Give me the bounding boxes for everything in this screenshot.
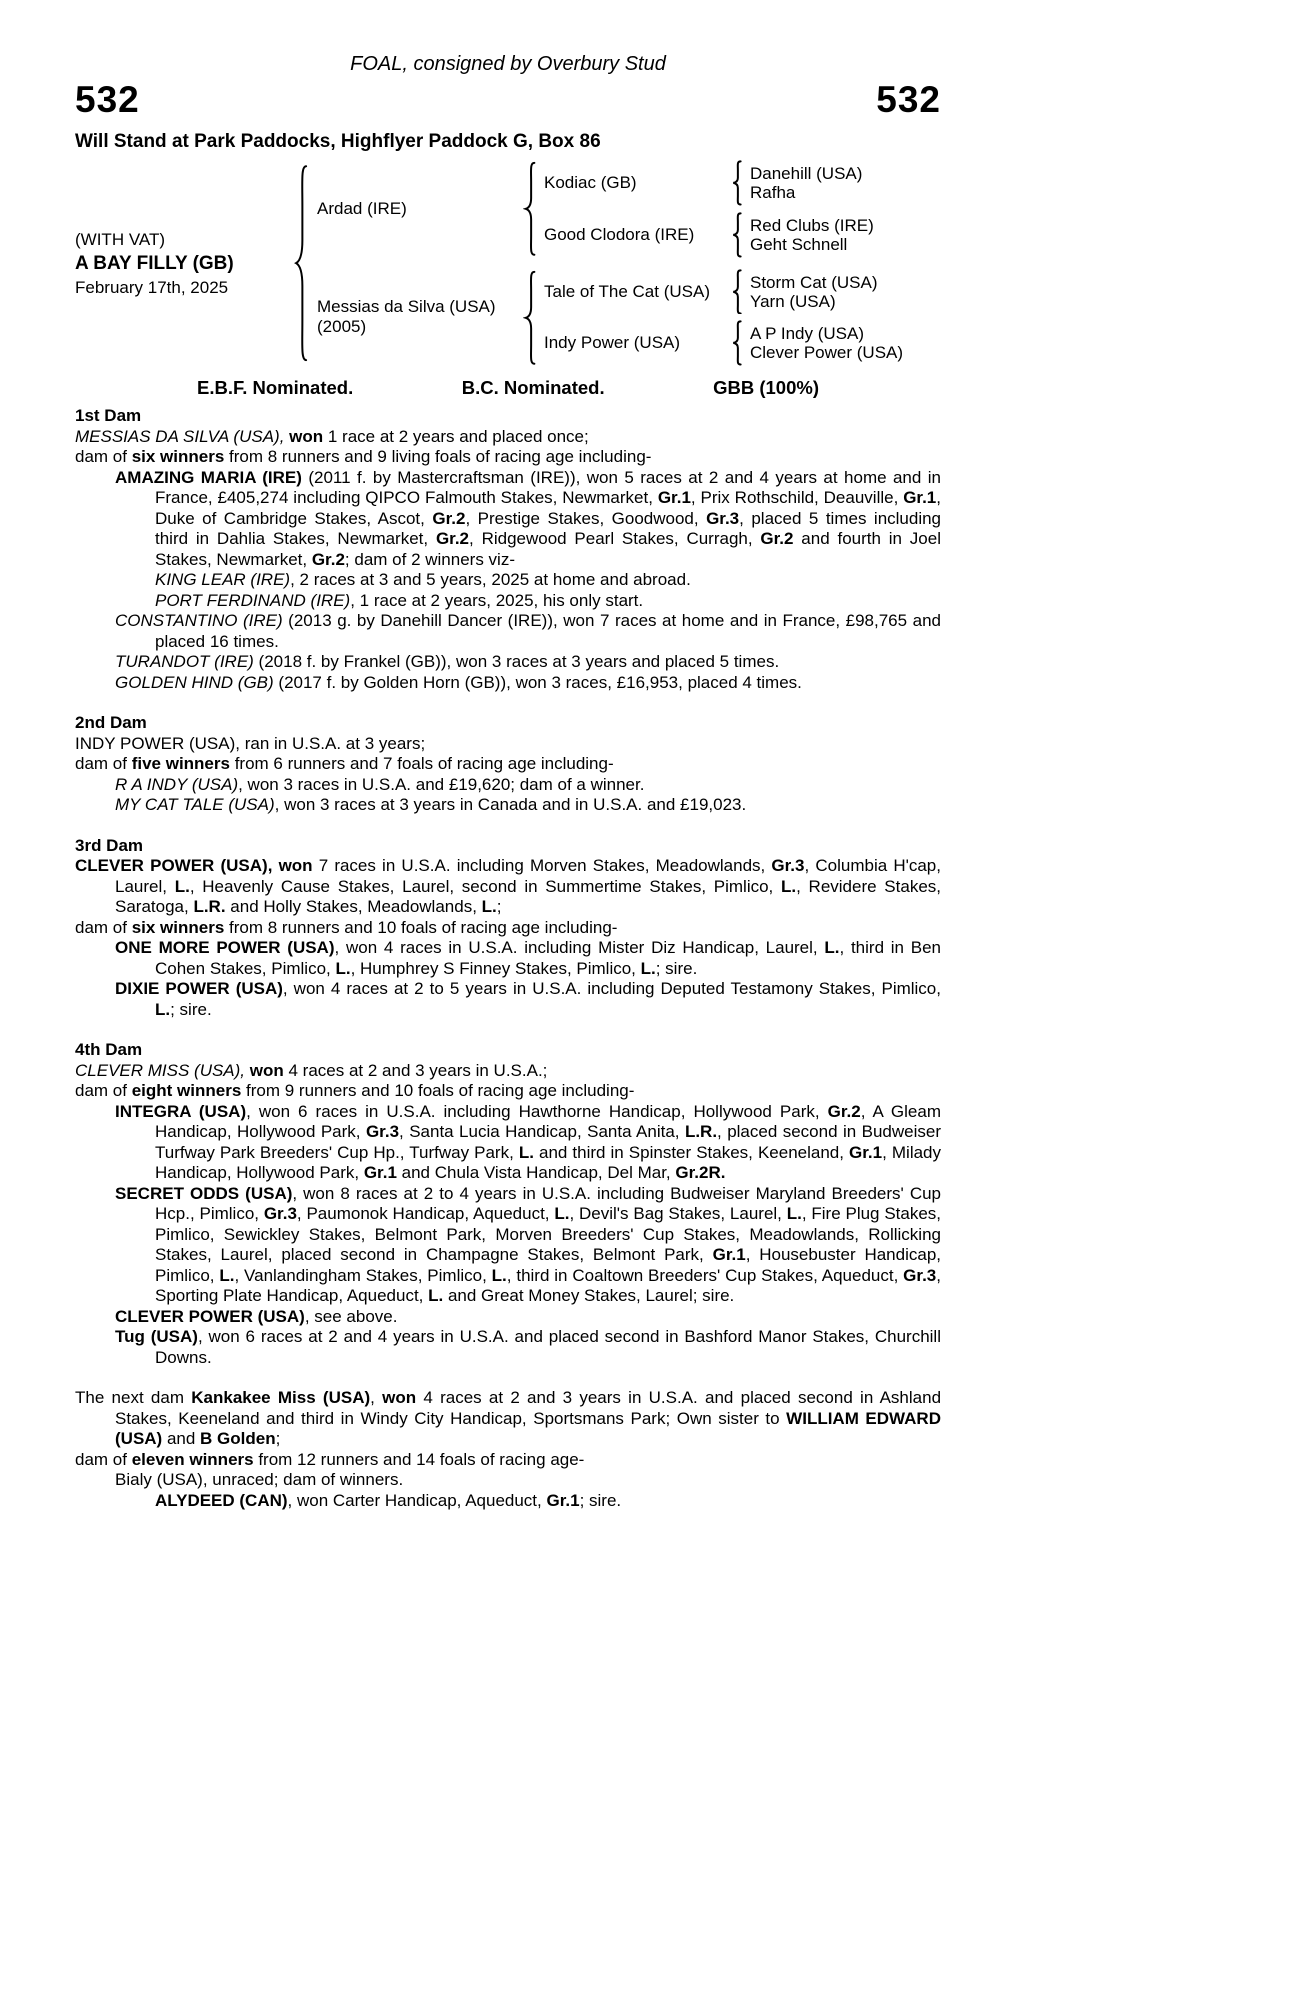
- text-run: from 8 runners and 10 foals of racing age including-: [224, 917, 618, 937]
- text-run: , Fire Plug Stakes, Pimlico, Sewickley Stakes, Belmont Park, Morven Breeders' Cup Stakes, Meadowlands, Rollicking Stakes, Laurel, placed second in Champagne Stakes, Belmont Park,: [155, 1204, 942, 1265]
- paragraph: [115, 652, 941, 673]
- text-run: Gr.2: [435, 529, 470, 549]
- great-grandparents: [742, 273, 941, 311]
- text-run: Kankakee Miss (USA): [191, 1388, 371, 1408]
- section-heading: 2nd Dam: [75, 713, 147, 733]
- section-heading: 4th Dam: [75, 1040, 143, 1060]
- paragraph: [75, 1081, 941, 1102]
- dam-sections: [75, 406, 941, 1511]
- text-run: WILLIAM EDWARD (USA): [115, 1408, 941, 1449]
- text-run: (2011 f. by Mastercraftsman (IRE)), won 5 races at 2 and 4 years at home and in France, £405,274 including QIPCO Falmouth Stakes, Newmarket,: [155, 467, 942, 508]
- paragraph: [75, 1060, 941, 1082]
- text-run: L.: [428, 1286, 444, 1306]
- paragraph: [115, 795, 941, 816]
- great-grandparent-name: Clever Power (USA): [750, 343, 904, 363]
- paragraph: [75, 426, 941, 448]
- text-run: Gr.1: [903, 488, 937, 508]
- lot-number-left: 532: [75, 79, 140, 120]
- text-run: MY CAT TALE (USA): [115, 795, 275, 815]
- great-grandparent-name: Geht Schnell: [750, 234, 848, 254]
- text-run: and third in Spinster Stakes, Keeneland,: [533, 1142, 850, 1162]
- ebf-nomination: E.B.F. Nominated.: [197, 377, 354, 399]
- text-run: MESSIAS DA SILVA (USA),: [75, 426, 290, 446]
- text-run: L.: [781, 876, 797, 896]
- text-run: L.: [481, 897, 497, 917]
- text-run: TURANDOT (IRE): [115, 652, 254, 672]
- text-run: CLEVER MISS (USA),: [75, 1060, 250, 1080]
- text-run: dam of: [75, 1081, 132, 1101]
- text-run: , third in Coaltown Breeders' Cup Stakes, Aqueduct,: [506, 1265, 904, 1285]
- dam-name: Messias da Silva (USA): [317, 297, 496, 317]
- text-run: , Ridgewood Pearl Stakes, Curragh,: [469, 529, 761, 549]
- text-run: , Revidere Stakes, Saratoga,: [115, 876, 941, 917]
- text-run: L.: [174, 876, 190, 896]
- text-run: L.: [824, 938, 840, 958]
- brace-icon: [523, 269, 536, 367]
- dam-branch: [308, 268, 941, 368]
- text-run: , won 3 races at 3 years in Canada and in U.S.A. and £19,023.: [274, 795, 747, 815]
- text-run: 4 races at 2 and 3 years in U.S.A.;: [283, 1060, 548, 1080]
- grandparent-name: Kodiac (GB): [544, 172, 637, 192]
- text-run: GOLDEN HIND (GB): [115, 672, 274, 692]
- text-run: L.R.: [193, 897, 226, 917]
- great-grandparent-name: Storm Cat (USA): [750, 272, 878, 292]
- text-run: , third in Ben Cohen Stakes, Pimlico,: [155, 938, 941, 978]
- text-run: , placed second in Budweiser Turfway Park Breeders' Cup Hp., Turfway Park,: [155, 1122, 942, 1162]
- consignment-title: FOAL, consigned by Overbury Stud: [350, 53, 666, 75]
- brace-icon: [731, 269, 742, 315]
- text-run: ; sire.: [579, 1490, 622, 1510]
- text-run: L.: [155, 999, 171, 1019]
- text-run: , placed 5 times including third in Dahlia Stakes, Newmarket,: [155, 508, 942, 549]
- text-run: , Humphrey S Finney Stakes, Pimlico,: [350, 958, 641, 978]
- gbb-badge: GBB (100%): [713, 377, 819, 399]
- lot-number-right: 532: [876, 79, 941, 120]
- text-run: , Duke of Cambridge Stakes, Ascot,: [155, 488, 942, 528]
- text-run: 1 race at 2 years and placed once;: [323, 426, 589, 446]
- text-run: won: [249, 1060, 284, 1080]
- text-run: from 9 runners and 10 foals of racing age including-: [241, 1081, 635, 1101]
- sire-parents: [536, 159, 941, 259]
- text-run: Gr.3: [706, 508, 740, 528]
- grandsire-branch: [536, 268, 941, 316]
- text-run: CLEVER POWER (USA): [115, 1306, 305, 1326]
- text-run: (2013 g. by Danehill Dancer (IRE)), won 7 races at home and in France, £98,765 and placed 16 times.: [155, 611, 941, 651]
- grandparent-name: Good Clodora (IRE): [544, 224, 695, 244]
- text-run: CONSTANTINO (IRE): [115, 611, 283, 631]
- great-grandparents: [742, 324, 941, 362]
- section-heading: 1st Dam: [75, 406, 142, 426]
- text-run: The next dam: [75, 1388, 192, 1408]
- pedigree-subject: [75, 229, 293, 298]
- paragraph: [115, 467, 942, 571]
- text-run: Gr.3: [263, 1204, 297, 1224]
- lot-number-row: [75, 79, 941, 120]
- paragraph: [115, 1306, 941, 1328]
- text-run: dam of: [75, 917, 132, 937]
- paragraph: [75, 917, 941, 939]
- text-run: dam of: [75, 754, 132, 774]
- paragraph: [115, 1470, 941, 1491]
- paragraph: [75, 856, 941, 918]
- text-run: , won 3 races in U.S.A. and £19,620; dam of a winner.: [238, 774, 645, 794]
- great-grandparent-name: Rafha: [750, 182, 796, 202]
- text-run: CLEVER POWER (USA), won: [75, 856, 313, 876]
- text-run: ; sire.: [170, 999, 212, 1019]
- text-run: ;: [275, 1429, 281, 1449]
- generation-1: [308, 159, 941, 367]
- dam-section: [75, 406, 941, 693]
- catalogue-page: [75, 52, 941, 1511]
- text-run: L.: [640, 958, 656, 978]
- text-run: , see above.: [304, 1306, 398, 1326]
- pedigree-tree: [75, 159, 941, 367]
- text-run: (2017 f. by Golden Horn (GB)), won 3 races, £16,953, placed 4 times.: [273, 672, 802, 692]
- section-heading: 3rd Dam: [75, 835, 144, 855]
- paragraph: [115, 1327, 941, 1368]
- text-run: , A Gleam Handicap, Hollywood Park,: [155, 1101, 942, 1142]
- text-run: , Housebuster Handicap, Pimlico,: [155, 1245, 941, 1285]
- paragraph: [75, 447, 941, 468]
- text-run: from 8 runners and 9 living foals of racing age including-: [224, 447, 652, 467]
- grandsire-branch: [536, 159, 941, 207]
- bc-nomination: B.C. Nominated.: [461, 377, 605, 399]
- text-run: , 1 race at 2 years, 2025, his only start.: [350, 590, 644, 610]
- text-run: and Great Money Stakes, Laurel; sire.: [443, 1286, 735, 1306]
- paragraph: [115, 1101, 942, 1184]
- great-grandparents: [742, 216, 941, 254]
- paragraph: [115, 979, 941, 1020]
- text-run: L.: [335, 958, 351, 978]
- text-run: SECRET ODDS (USA): [115, 1183, 293, 1203]
- granddam-branch: [536, 319, 941, 367]
- text-run: and: [162, 1429, 201, 1449]
- text-run: ,: [370, 1388, 383, 1408]
- text-run: and Chula Vista Handicap, Del Mar,: [396, 1163, 676, 1183]
- text-run: R A INDY (USA): [115, 774, 239, 794]
- text-run: Gr.2: [760, 529, 794, 549]
- brace-icon: [731, 212, 742, 258]
- text-run: KING LEAR (IRE): [155, 570, 291, 590]
- paragraph: [115, 938, 941, 979]
- brace-icon: [731, 320, 742, 366]
- paragraph: [75, 1388, 942, 1450]
- text-run: , won 8 races at 2 to 4 years in U.S.A. including Budweiser Maryland Breeders' Cup Hcp., Pimlico,: [155, 1183, 942, 1224]
- text-run: , Sporting Plate Handicap, Aqueduct,: [155, 1265, 941, 1306]
- paragraph: [115, 774, 941, 796]
- text-run: , Columbia H'cap, Laurel,: [115, 856, 941, 896]
- text-run: (2018 f. by Frankel (GB)), won 3 races at 3 years and placed 5 times.: [253, 652, 780, 672]
- vat-note: (WITH VAT): [75, 229, 166, 249]
- text-run: DIXIE POWER (USA): [115, 979, 283, 999]
- text-run: , Santa Lucia Handicap, Santa Anita,: [399, 1122, 685, 1142]
- text-run: ONE MORE POWER (USA): [115, 938, 335, 958]
- text-run: and fourth in Joel Stakes, Newmarket,: [155, 529, 941, 569]
- text-run: L.: [518, 1142, 534, 1162]
- text-run: eleven winners: [131, 1449, 254, 1469]
- paragraph: [115, 672, 941, 694]
- sire-branch: [308, 159, 941, 259]
- foal-date: February 17th, 2025: [75, 277, 229, 297]
- text-run: Bialy (USA), unraced; dam of winners.: [115, 1470, 404, 1490]
- text-run: L.: [786, 1204, 802, 1224]
- grandparent-name: Indy Power (USA): [544, 333, 681, 353]
- subject-name: A BAY FILLY (GB): [75, 252, 234, 274]
- text-run: , won 6 races at 2 and 4 years in U.S.A. and placed second in Bashford Manor Stakes, Churchill Downs.: [155, 1327, 941, 1367]
- dam-section: [75, 836, 941, 1021]
- text-run: L.: [219, 1265, 235, 1285]
- text-run: Gr.1: [849, 1142, 883, 1162]
- text-run: AMAZING MARIA (IRE): [115, 467, 302, 487]
- text-run: , Prestige Stakes, Goodwood,: [465, 508, 707, 528]
- text-run: B Golden: [200, 1429, 276, 1449]
- brace-icon: [523, 160, 536, 258]
- paragraph: [155, 570, 941, 591]
- text-run: ;: [496, 897, 502, 917]
- text-run: INTEGRA (USA): [115, 1101, 247, 1121]
- text-run: and Holly Stakes, Meadowlands,: [225, 897, 482, 917]
- text-run: , won 4 races in U.S.A. including Mister Diz Handicap, Laurel,: [334, 938, 825, 958]
- text-run: won: [289, 426, 324, 446]
- granddam-branch: [536, 211, 941, 259]
- grandparent-name: Tale of The Cat (USA): [544, 281, 710, 301]
- text-run: L.: [491, 1265, 507, 1285]
- text-run: dam of: [75, 447, 132, 467]
- text-run: , Prix Rothschild, Deauville,: [690, 488, 904, 508]
- text-run: , 2 races at 3 and 5 years, 2025 at home and abroad.: [290, 570, 691, 590]
- text-run: won: [382, 1388, 417, 1408]
- dam-parents: [536, 268, 941, 368]
- text-run: 4 races at 2 and 3 years in U.S.A. and placed second in Ashland Stakes, Keeneland and third in Windy City Handicap, Sportsmans Park; Own sister to: [115, 1388, 942, 1428]
- text-run: Gr.2: [311, 549, 345, 569]
- text-run: Gr.2: [432, 508, 466, 528]
- text-run: , Paumonok Handicap, Aqueduct,: [296, 1204, 555, 1224]
- nominations-row: [75, 377, 941, 399]
- text-run: from 6 runners and 7 foals of racing age including-: [229, 754, 614, 774]
- paragraph: [75, 733, 941, 755]
- text-run: from 12 runners and 14 foals of racing age-: [253, 1449, 585, 1469]
- text-run: ; sire.: [655, 958, 698, 978]
- stand-location: Will Stand at Park Paddocks, Highflyer Paddock G, Box 86: [75, 131, 601, 152]
- text-run: 7 races in U.S.A. including Morven Stakes, Meadowlands,: [312, 856, 772, 876]
- sire-name: Ardad (IRE): [317, 198, 407, 218]
- text-run: INDY POWER (USA), ran in U.S.A. at 3 years;: [75, 733, 426, 753]
- text-run: , won Carter Handicap, Aqueduct,: [287, 1490, 547, 1510]
- sire-name-block: [308, 199, 523, 219]
- great-grandparent-name: Yarn (USA): [750, 291, 836, 311]
- text-run: Gr.1: [546, 1490, 580, 1510]
- text-run: , Vanlandingham Stakes, Pimlico,: [234, 1265, 492, 1285]
- paragraph: [75, 754, 941, 775]
- paragraph: [155, 591, 941, 612]
- dam-section: [75, 1040, 941, 1368]
- text-run: ALYDEED (CAN): [155, 1490, 288, 1510]
- text-run: Gr.2: [827, 1101, 861, 1121]
- text-run: six winners: [131, 447, 225, 467]
- text-run: Gr.3: [365, 1122, 400, 1142]
- great-grandparent-name: Red Clubs (IRE): [750, 215, 874, 235]
- text-run: Gr.2R.: [675, 1163, 726, 1183]
- text-run: dam of: [75, 1449, 132, 1469]
- paragraph: [115, 611, 941, 652]
- text-run: ; dam of 2 winners viz-: [344, 549, 515, 569]
- text-run: , won 4 races at 2 to 5 years in U.S.A. including Deputed Testamony Stakes, Pimlico,: [282, 979, 941, 999]
- text-run: PORT FERDINAND (IRE): [155, 590, 351, 610]
- text-run: , won 6 races in U.S.A. including Hawthorne Handicap, Hollywood Park,: [246, 1101, 828, 1121]
- dam-year: (2005): [317, 317, 367, 337]
- dam-section: [75, 1388, 941, 1511]
- text-run: Gr.3: [903, 1265, 937, 1285]
- text-run: L.: [554, 1204, 570, 1224]
- text-run: eight winners: [131, 1081, 242, 1101]
- paragraph: [155, 1491, 941, 1512]
- text-run: Gr.3: [771, 856, 805, 876]
- text-run: Gr.1: [712, 1245, 746, 1265]
- text-run: six winners: [131, 917, 225, 937]
- brace-icon: [293, 160, 308, 366]
- text-run: , Heavenly Cause Stakes, Laurel, second in Summertime Stakes, Pimlico,: [189, 876, 781, 896]
- great-grandparent-name: A P Indy (USA): [750, 324, 865, 344]
- text-run: L.R.: [684, 1122, 718, 1142]
- paragraph: [75, 1449, 941, 1471]
- text-run: , Devil's Bag Stakes, Laurel,: [569, 1204, 787, 1224]
- text-run: five winners: [131, 754, 230, 774]
- great-grandparent-name: Danehill (USA): [750, 163, 863, 183]
- dam-name-block: [308, 297, 523, 337]
- dam-section: [75, 713, 941, 816]
- great-grandparents: [742, 164, 941, 202]
- brace-icon: [731, 160, 742, 206]
- text-run: , Milady Handicap, Hollywood Park,: [155, 1142, 941, 1183]
- paragraph: [115, 1183, 942, 1307]
- text-run: Gr.1: [657, 488, 691, 508]
- text-run: Tug (USA): [115, 1327, 198, 1347]
- text-run: Gr.1: [363, 1163, 397, 1183]
